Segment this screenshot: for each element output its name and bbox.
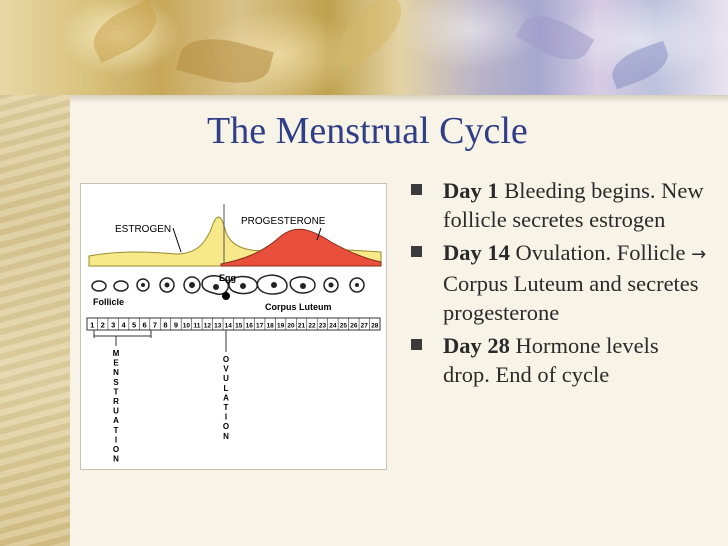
- bullet-text: Bleeding begins. New follicle secretes estrogen: [443, 178, 704, 232]
- cycle-diagram-svg: [81, 184, 386, 469]
- right-arrow-icon: →: [691, 244, 707, 265]
- day-number: 2: [100, 320, 105, 330]
- vertical-label-letter: I: [224, 412, 228, 422]
- vertical-label-letter: T: [113, 425, 119, 435]
- bullet-list: [408, 176, 708, 393]
- day-number: 11: [193, 322, 201, 330]
- estrogen-pointer: [173, 228, 181, 252]
- egg-icon: [222, 292, 230, 300]
- day-number: 9: [173, 320, 179, 330]
- bullet-day-label: Day 28: [443, 333, 510, 358]
- day-number: 18: [266, 322, 274, 330]
- day-number: 26: [350, 322, 358, 330]
- day-number: 21: [297, 322, 306, 330]
- day-number: 7: [152, 320, 158, 330]
- bullet-day-label: Day 14: [443, 240, 510, 265]
- day-number: 3: [111, 320, 116, 330]
- banner-shadow: [70, 95, 728, 103]
- vertical-label-letter: U: [223, 374, 229, 384]
- square-bullet-icon: [411, 339, 422, 350]
- vertical-label-letter: O: [222, 355, 230, 364]
- day-number: 23: [318, 322, 327, 330]
- day-number: 14: [224, 322, 232, 330]
- square-bullet-icon: [411, 184, 422, 195]
- day-number: 15: [235, 322, 243, 330]
- estrogen-label: ESTROGEN: [115, 224, 172, 235]
- day-number: 10: [182, 322, 191, 330]
- egg-label: Egg: [219, 273, 236, 283]
- bullet-item-day-1: [408, 176, 708, 234]
- vertical-label-letter: M: [112, 349, 120, 358]
- bullet-item-day-14: [408, 238, 708, 327]
- day-number: 12: [203, 322, 211, 330]
- decorative-top-banner: [0, 0, 728, 95]
- day-number: 1: [90, 320, 95, 330]
- corpus-luteum-label: Corpus Luteum: [265, 302, 332, 312]
- day-number: 27: [360, 322, 368, 330]
- vertical-label-letter: O: [112, 445, 120, 454]
- day-number: 5: [132, 320, 137, 330]
- vertical-label-letter: I: [114, 435, 118, 445]
- menstrual-cycle-diagram: [80, 183, 387, 470]
- stage-1-icon: [92, 281, 106, 291]
- day-number: 4: [121, 320, 126, 330]
- menstruation-vertical-label: [113, 349, 120, 464]
- bullet-text: Corpus Luteum and secretes progesterone: [443, 271, 699, 325]
- vertical-label-letter: A: [223, 393, 229, 403]
- bullet-day-label: Day 1: [443, 178, 499, 203]
- vertical-label-letter: T: [223, 403, 229, 412]
- day-number: 13: [214, 322, 222, 330]
- ovulation-vertical-label: [223, 355, 229, 441]
- vertical-label-letter: U: [113, 406, 119, 416]
- bullet-text: Hormone levels drop. End of cycle: [443, 333, 659, 387]
- vertical-label-letter: N: [113, 454, 119, 464]
- stage-2-icon: [114, 281, 128, 291]
- day-number: 19: [276, 322, 285, 330]
- day-number: 20: [287, 322, 295, 330]
- day-number: 25: [339, 322, 347, 330]
- vertical-label-letter: A: [113, 416, 119, 426]
- progesterone-curve: [221, 229, 381, 266]
- vertical-label-letter: T: [113, 387, 119, 397]
- day-number: 6: [142, 320, 147, 330]
- bullet-text: Ovulation. Follicle: [509, 240, 692, 265]
- bullet-item-day-28: [408, 331, 708, 389]
- day-number: 8: [163, 320, 168, 330]
- progesterone-label: PROGESTERONE: [241, 216, 326, 227]
- vertical-label-letter: R: [113, 397, 119, 406]
- day-number: 22: [308, 322, 316, 330]
- vertical-label-letter: L: [223, 383, 229, 393]
- day-number: 24: [329, 322, 337, 330]
- vertical-label-letter: N: [113, 368, 119, 378]
- square-bullet-icon: [411, 246, 422, 257]
- vertical-label-letter: E: [113, 358, 119, 368]
- day-number: 17: [256, 322, 264, 330]
- follicle-label: Follicle: [93, 297, 125, 307]
- day-number: 16: [245, 322, 253, 330]
- slide-title: The Menstrual Cycle: [207, 110, 528, 152]
- vertical-label-letter: N: [223, 431, 229, 441]
- vertical-label-letter: V: [223, 364, 229, 374]
- vertical-label-letter: O: [222, 422, 230, 432]
- vertical-label-letter: S: [113, 377, 119, 387]
- day-number: 28: [371, 322, 379, 330]
